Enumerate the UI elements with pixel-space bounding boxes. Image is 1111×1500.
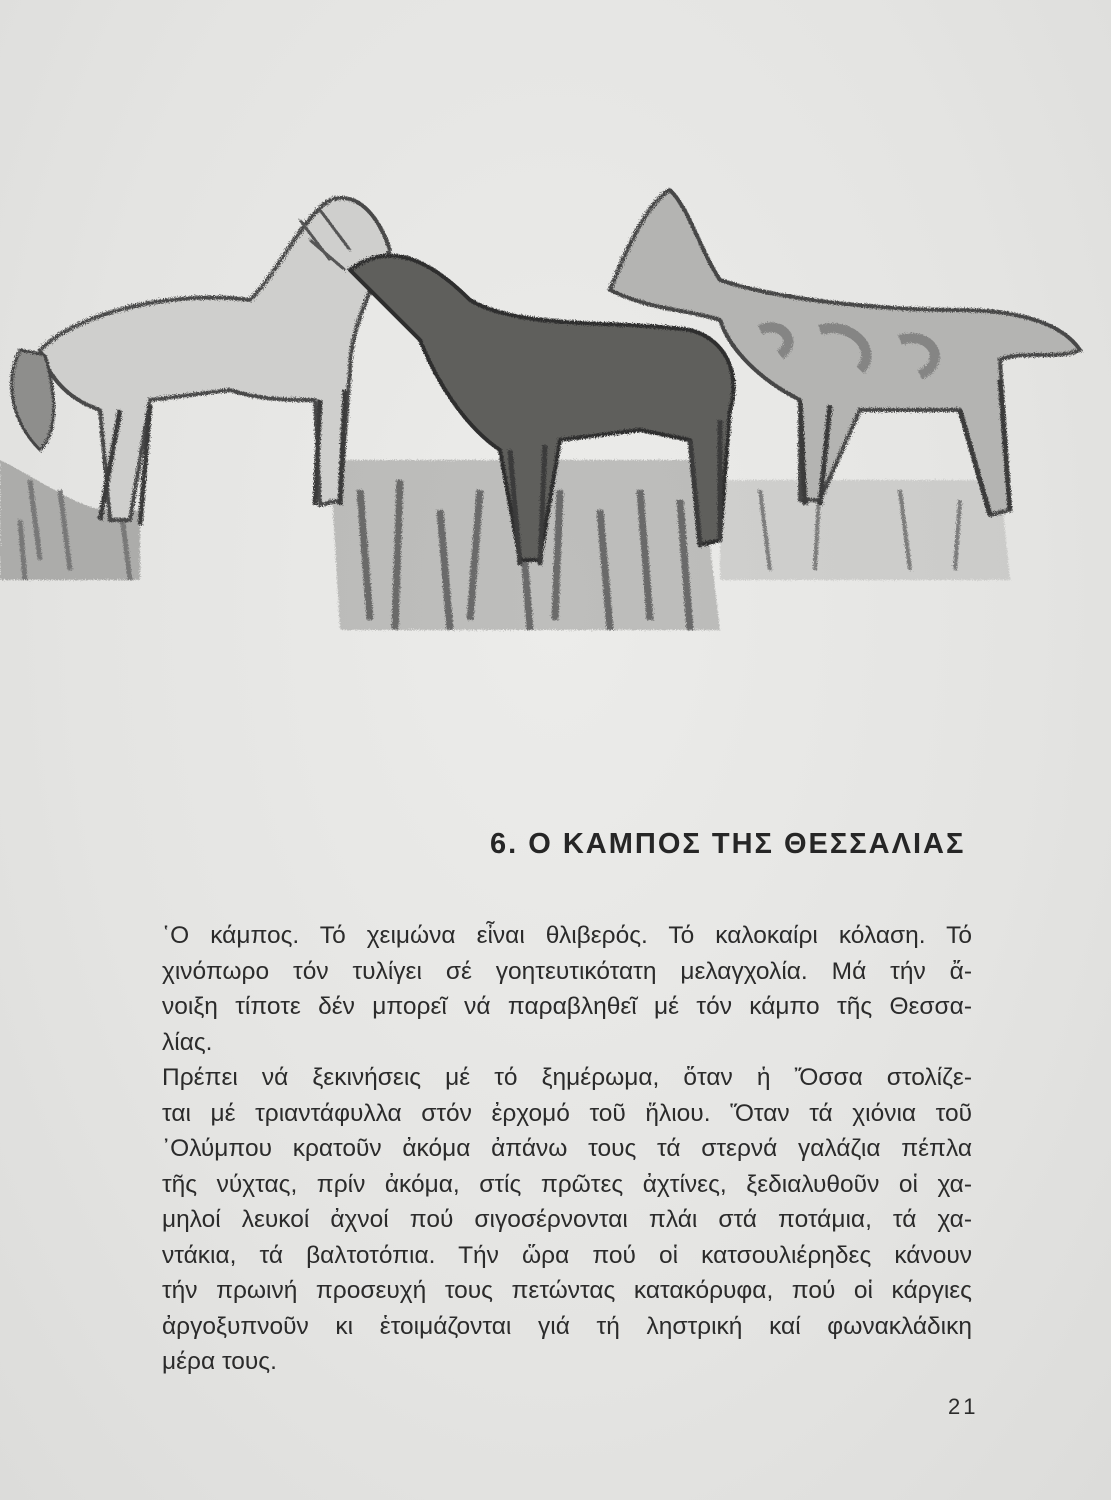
- body-line: ῾Ο κάμπος. Τό χειμώνα εἶναι θλιβερός. Τό καλοκαίρι κόλαση. Τό: [162, 922, 972, 949]
- body-line: χινόπωρο τόν τυλίγει σέ γοητευτικότατη μελαγχολία. Μά τήν ἄ-: [162, 957, 972, 985]
- body-line: μέρα τους.: [162, 1348, 277, 1375]
- body-line: ντάκια, τά βαλτοτόπια. Τήν ὥρα πού οἱ κατσουλιέρηδες κάνουν: [162, 1241, 972, 1269]
- chapter-body: [162, 918, 972, 1380]
- body-line: μηλοί λευκοί ἀχνοί πού σιγοσέρνονται πλάι στά ποτάμια, τά χα-: [162, 1206, 972, 1233]
- body-line: τῆς νύχτας, πρίν ἀκόμα, στίς πρῶτες ἀχτίνες, ξεδιαλυθοῦν οἱ χα-: [162, 1170, 972, 1198]
- body-line: λίας.: [162, 1028, 213, 1056]
- horses-drawing: [0, 160, 1111, 660]
- chapter-title: 6. Ο ΚΑΜΠΟΣ ΤΗΣ ΘΕΣΣΑΛΙΑΣ: [490, 828, 966, 860]
- body-line: τήν πρωινή προσευχή τους πετώντας κατακόρυφα, πού οἱ κάργιες: [162, 1277, 972, 1304]
- body-line: ᾿Ολύμπου κρατοῦν ἀκόμα ἀπάνω τους τά στερνά γαλάζια πέπλα: [162, 1135, 972, 1162]
- body-line: ἀργοξυπνοῦν κι ἑτοιμάζονται γιά τή ληστρική καί φωνακλάδικη: [162, 1312, 972, 1340]
- body-line: ται μέ τριαντάφυλλα στόν ἐρχομό τοῦ ἥλιου. Ὅταν τά χιόνια τοῦ: [162, 1099, 972, 1127]
- left-horse: [12, 198, 390, 520]
- body-line: νοιξη τίποτε δέν μπορεῖ νά παραβληθεῖ μέ τόν κάμπο τῆς Θεσσα-: [162, 993, 972, 1020]
- horses-illustration: [0, 160, 1111, 660]
- page-number: 21: [948, 1394, 979, 1419]
- body-line: Πρέπει νά ξεκινήσεις μέ τό ξημέρωμα, ὅταν ἡ Ὄσσα στολίζε-: [162, 1064, 972, 1091]
